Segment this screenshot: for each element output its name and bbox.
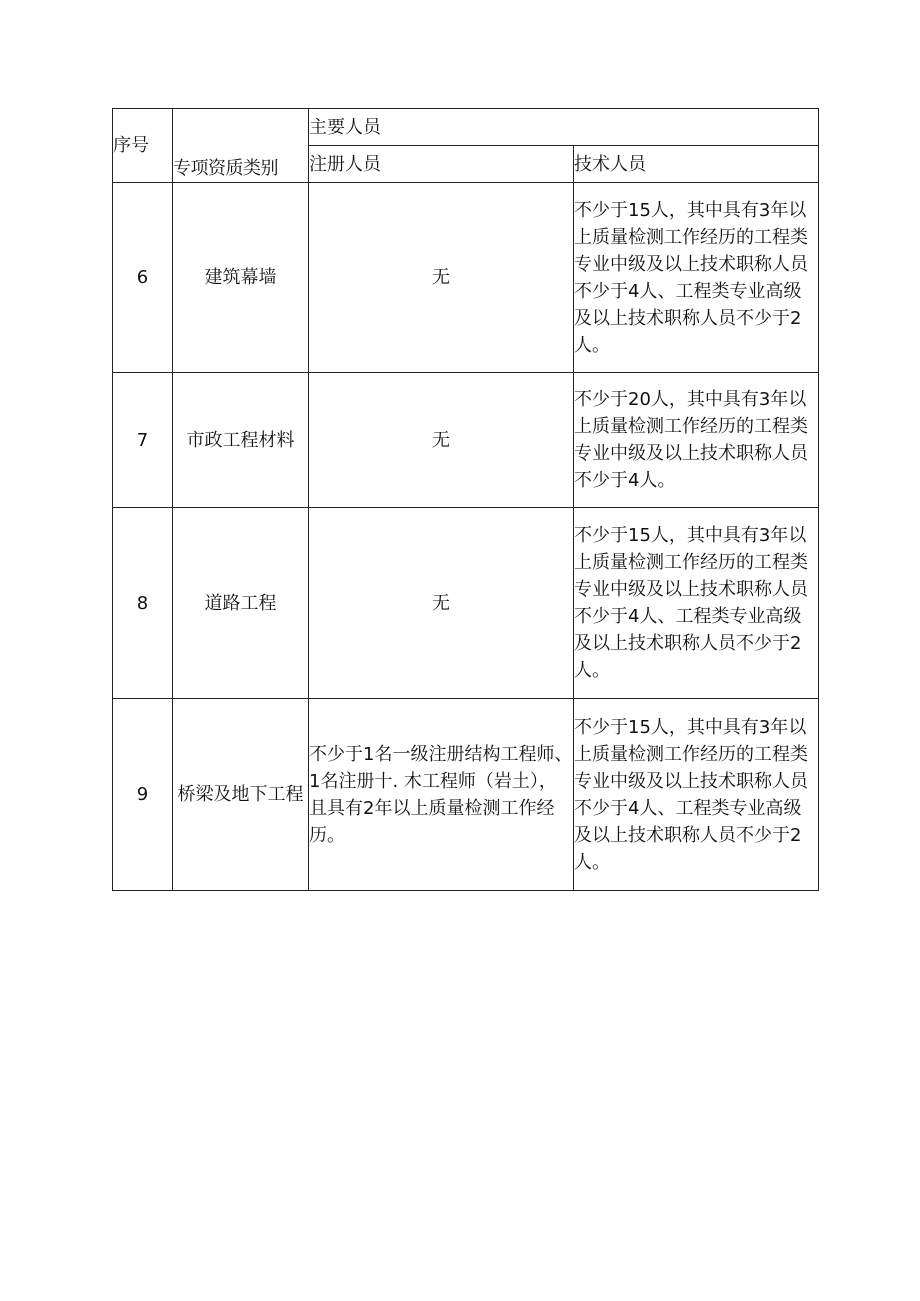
row-category: 道路工程 — [173, 508, 309, 699]
row-technical: 不少于15人，其中具有3年以上质量检测工作经历的工程类专业中级及以上技术职称人员不少于4人、工程类专业高级及以上技术职称人员不少于2人。 — [574, 699, 819, 891]
row-technical: 不少于15人，其中具有3年以上质量检测工作经历的工程类专业中级及以上技术职称人员不少于4人、工程类专业高级及以上技术职称人员不少于2人。 — [574, 508, 819, 699]
row-index: 6 — [113, 183, 173, 373]
row-technical: 不少于15人，其中具有3年以上质量检测工作经历的工程类专业中级及以上技术职称人员不少于4人、工程类专业高级及以上技术职称人员不少于2人。 — [574, 183, 819, 373]
row-registered: 无 — [309, 373, 574, 508]
table-row — [113, 183, 819, 373]
row-registered: 无 — [309, 183, 574, 373]
row-index: 7 — [113, 373, 173, 508]
header-registered: 注册人员 — [309, 146, 574, 183]
header-main-staff: 主要人员 — [309, 109, 819, 146]
header-category: 专项资质类别 — [173, 109, 309, 183]
row-category: 市政工程材料 — [173, 373, 309, 508]
qualification-table — [112, 108, 819, 891]
row-registered: 无 — [309, 508, 574, 699]
row-technical: 不少于20人，其中具有3年以上质量检测工作经历的工程类专业中级及以上技术职称人员不少于4人。 — [574, 373, 819, 508]
row-category: 桥梁及地下工程 — [173, 699, 309, 891]
table-row — [113, 508, 819, 699]
header-index: 序号 — [113, 109, 173, 183]
row-index: 9 — [113, 699, 173, 891]
table-row — [113, 699, 819, 891]
row-registered: 不少于1名一级注册结构工程师、1名注册十. 木工程师（岩土），且具有2年以上质量检测工作经历。 — [309, 699, 574, 891]
row-category: 建筑幕墙 — [173, 183, 309, 373]
header-technical: 技术人员 — [574, 146, 819, 183]
table-row — [113, 373, 819, 508]
row-index: 8 — [113, 508, 173, 699]
